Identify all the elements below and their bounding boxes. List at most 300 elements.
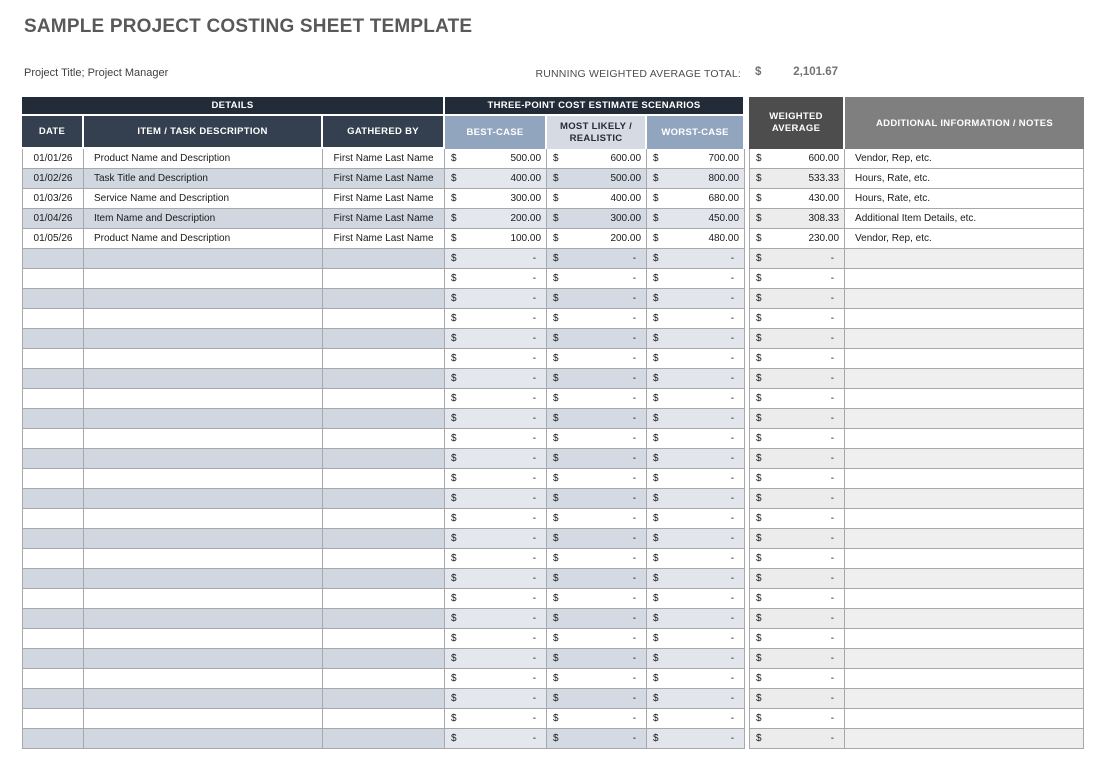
notes-cell[interactable] <box>845 509 1084 529</box>
item-cell[interactable]: Item Name and Description <box>84 209 323 229</box>
header-notes: ADDITIONAL INFORMATION / NOTES <box>845 97 1084 149</box>
worst-case-cell[interactable] <box>647 429 745 449</box>
notes-cell[interactable]: Additional Item Details, etc. <box>845 209 1084 229</box>
dollar-sign: $ <box>756 273 762 284</box>
worst-case-cell[interactable] <box>647 409 745 429</box>
gathered-by-cell[interactable] <box>323 289 445 309</box>
item-cell[interactable] <box>84 669 323 689</box>
amount: - <box>830 413 835 424</box>
amount: - <box>730 693 735 704</box>
item-cell[interactable] <box>84 409 323 429</box>
most-likely-cell[interactable] <box>547 209 647 229</box>
gathered-by-cell[interactable]: First Name Last Name <box>323 189 445 209</box>
weighted-average-cell[interactable] <box>749 689 845 709</box>
table-row <box>22 169 1084 189</box>
best-case-cell[interactable] <box>445 409 547 429</box>
weighted-average-cell[interactable] <box>749 549 845 569</box>
notes-cell[interactable] <box>845 429 1084 449</box>
gathered-by-cell[interactable] <box>323 609 445 629</box>
best-case-cell[interactable] <box>445 469 547 489</box>
date-cell[interactable] <box>22 529 84 549</box>
date-cell[interactable] <box>22 409 84 429</box>
most-likely-cell[interactable] <box>547 169 647 189</box>
gathered-by-cell[interactable] <box>323 729 445 749</box>
date-cell[interactable]: 01/03/26 <box>22 189 84 209</box>
worst-case-cell[interactable] <box>647 509 745 529</box>
worst-case-cell[interactable] <box>647 589 745 609</box>
weighted-average-cell[interactable] <box>749 289 845 309</box>
gathered-by-cell[interactable] <box>323 329 445 349</box>
most-likely-cell[interactable] <box>547 289 647 309</box>
most-likely-cell[interactable] <box>547 429 647 449</box>
date-cell[interactable] <box>22 509 84 529</box>
best-case-cell[interactable] <box>445 389 547 409</box>
gathered-by-cell[interactable] <box>323 309 445 329</box>
dollar-sign: $ <box>553 713 559 724</box>
item-cell[interactable] <box>84 729 323 749</box>
gathered-by-cell[interactable]: First Name Last Name <box>323 169 445 189</box>
item-cell[interactable] <box>84 509 323 529</box>
weighted-average-cell[interactable] <box>749 349 845 369</box>
gathered-by-cell[interactable] <box>323 689 445 709</box>
notes-cell[interactable] <box>845 329 1084 349</box>
item-cell[interactable] <box>84 589 323 609</box>
dollar-sign: $ <box>653 153 659 164</box>
table-row <box>22 709 1084 729</box>
worst-case-cell[interactable] <box>647 669 745 689</box>
most-likely-cell[interactable] <box>547 329 647 349</box>
date-cell[interactable] <box>22 469 84 489</box>
best-case-cell[interactable] <box>445 649 547 669</box>
most-likely-cell[interactable] <box>547 229 647 249</box>
notes-cell[interactable] <box>845 709 1084 729</box>
gathered-by-cell[interactable] <box>323 649 445 669</box>
dollar-sign: $ <box>553 513 559 524</box>
gathered-by-cell[interactable] <box>323 369 445 389</box>
item-cell[interactable]: Product Name and Description <box>84 229 323 249</box>
worst-case-cell[interactable] <box>647 729 745 749</box>
worst-case-cell[interactable] <box>647 469 745 489</box>
date-cell[interactable]: 01/01/26 <box>22 149 84 169</box>
date-cell[interactable] <box>22 689 84 709</box>
item-cell[interactable] <box>84 649 323 669</box>
running-total-value-cell[interactable] <box>745 66 842 78</box>
gathered-by-cell[interactable] <box>323 269 445 289</box>
weighted-average-cell[interactable] <box>749 249 845 269</box>
notes-cell[interactable] <box>845 389 1084 409</box>
date-cell[interactable] <box>22 649 84 669</box>
notes-cell[interactable] <box>845 649 1084 669</box>
best-case-cell[interactable] <box>445 609 547 629</box>
dollar-sign: $ <box>756 533 762 544</box>
best-case-cell[interactable] <box>445 489 547 509</box>
best-case-cell[interactable] <box>445 709 547 729</box>
best-case-cell[interactable] <box>445 589 547 609</box>
weighted-average-cell[interactable] <box>749 309 845 329</box>
dollar-sign: $ <box>653 313 659 324</box>
date-cell[interactable]: 01/05/26 <box>22 229 84 249</box>
worst-case-cell[interactable] <box>647 629 745 649</box>
notes-cell[interactable] <box>845 549 1084 569</box>
dollar-sign: $ <box>756 653 762 664</box>
most-likely-cell[interactable] <box>547 469 647 489</box>
amount: - <box>532 273 537 284</box>
dollar-sign: $ <box>451 153 457 164</box>
amount: - <box>730 553 735 564</box>
weighted-average-cell[interactable] <box>749 209 845 229</box>
amount: - <box>532 693 537 704</box>
amount: - <box>632 313 637 324</box>
notes-cell[interactable] <box>845 489 1084 509</box>
most-likely-cell[interactable] <box>547 189 647 209</box>
item-cell[interactable] <box>84 609 323 629</box>
worst-case-cell[interactable] <box>647 169 745 189</box>
most-likely-cell[interactable] <box>547 669 647 689</box>
dollar-sign: $ <box>553 673 559 684</box>
table-row <box>22 529 1084 549</box>
dollar-sign: $ <box>553 593 559 604</box>
best-case-cell[interactable] <box>445 429 547 449</box>
notes-cell[interactable]: Vendor, Rep, etc. <box>845 149 1084 169</box>
gathered-by-cell[interactable] <box>323 429 445 449</box>
table-row <box>22 429 1084 449</box>
worst-case-cell[interactable] <box>647 329 745 349</box>
date-cell[interactable] <box>22 429 84 449</box>
running-total-currency: $ <box>755 66 762 78</box>
gathered-by-cell[interactable] <box>323 569 445 589</box>
date-cell[interactable] <box>22 269 84 289</box>
weighted-average-cell[interactable] <box>749 609 845 629</box>
amount: - <box>632 373 637 384</box>
item-cell[interactable] <box>84 569 323 589</box>
amount: - <box>830 593 835 604</box>
column-header-most-likely: MOST LIKELY / REALISTIC <box>547 116 647 149</box>
weighted-average-cell[interactable] <box>749 729 845 749</box>
notes-cell[interactable] <box>845 589 1084 609</box>
gathered-by-cell[interactable] <box>323 489 445 509</box>
gathered-by-cell[interactable]: First Name Last Name <box>323 229 445 249</box>
most-likely-cell[interactable] <box>547 529 647 549</box>
notes-cell[interactable] <box>845 249 1084 269</box>
weighted-average-cell[interactable] <box>749 409 845 429</box>
most-likely-cell[interactable] <box>547 589 647 609</box>
weighted-average-cell[interactable] <box>749 449 845 469</box>
worst-case-cell[interactable] <box>647 349 745 369</box>
amount: 600.00 <box>610 153 642 164</box>
amount: 800.00 <box>708 173 740 184</box>
gathered-by-cell[interactable] <box>323 509 445 529</box>
date-cell[interactable] <box>22 709 84 729</box>
worst-case-cell[interactable] <box>647 209 745 229</box>
date-cell[interactable] <box>22 549 84 569</box>
date-cell[interactable] <box>22 389 84 409</box>
item-cell[interactable] <box>84 369 323 389</box>
most-likely-cell[interactable] <box>547 569 647 589</box>
amount: - <box>632 353 637 364</box>
date-cell[interactable]: 01/04/26 <box>22 209 84 229</box>
notes-cell[interactable] <box>845 409 1084 429</box>
item-cell[interactable]: Task Title and Description <box>84 169 323 189</box>
worst-case-cell[interactable] <box>647 289 745 309</box>
dollar-sign: $ <box>451 253 457 264</box>
gathered-by-cell[interactable] <box>323 549 445 569</box>
most-likely-cell[interactable] <box>547 489 647 509</box>
date-cell[interactable] <box>22 329 84 349</box>
weighted-average-cell[interactable] <box>749 429 845 449</box>
weighted-average-cell[interactable] <box>749 329 845 349</box>
column-header-gathered-by: GATHERED BY <box>323 116 445 149</box>
notes-cell[interactable] <box>845 449 1084 469</box>
best-case-cell[interactable] <box>445 349 547 369</box>
most-likely-cell[interactable] <box>547 729 647 749</box>
most-likely-cell[interactable] <box>547 629 647 649</box>
item-cell[interactable] <box>84 329 323 349</box>
notes-cell[interactable]: Vendor, Rep, etc. <box>845 229 1084 249</box>
worst-case-cell[interactable] <box>647 369 745 389</box>
notes-cell[interactable] <box>845 309 1084 329</box>
best-case-cell[interactable] <box>445 669 547 689</box>
most-likely-cell[interactable] <box>547 369 647 389</box>
worst-case-cell[interactable] <box>647 269 745 289</box>
worst-case-cell[interactable] <box>647 149 745 169</box>
best-case-cell[interactable] <box>445 209 547 229</box>
gathered-by-cell[interactable] <box>323 249 445 269</box>
notes-cell[interactable] <box>845 609 1084 629</box>
dollar-sign: $ <box>553 373 559 384</box>
best-case-cell[interactable] <box>445 229 547 249</box>
dollar-sign: $ <box>653 353 659 364</box>
gathered-by-cell[interactable] <box>323 409 445 429</box>
best-case-cell[interactable] <box>445 629 547 649</box>
item-cell[interactable]: Service Name and Description <box>84 189 323 209</box>
date-cell[interactable] <box>22 629 84 649</box>
gathered-by-cell[interactable] <box>323 589 445 609</box>
dollar-sign: $ <box>756 233 762 244</box>
best-case-cell[interactable] <box>445 329 547 349</box>
item-cell[interactable] <box>84 709 323 729</box>
item-cell[interactable] <box>84 529 323 549</box>
date-cell[interactable] <box>22 489 84 509</box>
best-case-cell[interactable] <box>445 449 547 469</box>
most-likely-cell[interactable] <box>547 649 647 669</box>
dollar-sign: $ <box>553 573 559 584</box>
amount: - <box>632 573 637 584</box>
worst-case-cell[interactable] <box>647 449 745 469</box>
best-case-cell[interactable] <box>445 689 547 709</box>
item-cell[interactable] <box>84 349 323 369</box>
date-cell[interactable]: 01/02/26 <box>22 169 84 189</box>
notes-cell[interactable] <box>845 629 1084 649</box>
worst-case-cell[interactable] <box>647 569 745 589</box>
item-cell[interactable] <box>84 429 323 449</box>
weighted-average-cell[interactable] <box>749 569 845 589</box>
date-cell[interactable] <box>22 309 84 329</box>
worst-case-cell[interactable] <box>647 389 745 409</box>
most-likely-cell[interactable] <box>547 709 647 729</box>
amount: - <box>830 293 835 304</box>
best-case-cell[interactable] <box>445 149 547 169</box>
most-likely-cell[interactable] <box>547 689 647 709</box>
weighted-average-cell[interactable] <box>749 269 845 289</box>
item-cell[interactable] <box>84 249 323 269</box>
weighted-average-cell[interactable] <box>749 669 845 689</box>
amount: - <box>730 733 735 744</box>
best-case-cell[interactable] <box>445 369 547 389</box>
worst-case-cell[interactable] <box>647 549 745 569</box>
dollar-sign: $ <box>451 533 457 544</box>
best-case-cell[interactable] <box>445 569 547 589</box>
dollar-sign: $ <box>553 293 559 304</box>
table-row <box>22 489 1084 509</box>
dollar-sign: $ <box>653 593 659 604</box>
notes-cell[interactable] <box>845 569 1084 589</box>
most-likely-cell[interactable] <box>547 549 647 569</box>
item-cell[interactable] <box>84 629 323 649</box>
dollar-sign: $ <box>451 553 457 564</box>
date-cell[interactable] <box>22 669 84 689</box>
gathered-by-cell[interactable] <box>323 469 445 489</box>
dollar-sign: $ <box>756 153 762 164</box>
weighted-average-cell[interactable] <box>749 149 845 169</box>
weighted-average-cell[interactable] <box>749 509 845 529</box>
most-likely-cell[interactable] <box>547 509 647 529</box>
gathered-by-cell[interactable] <box>323 389 445 409</box>
date-cell[interactable] <box>22 349 84 369</box>
date-cell[interactable] <box>22 369 84 389</box>
weighted-average-cell[interactable] <box>749 169 845 189</box>
worst-case-cell[interactable] <box>647 609 745 629</box>
date-cell[interactable] <box>22 449 84 469</box>
item-cell[interactable] <box>84 289 323 309</box>
most-likely-cell[interactable] <box>547 309 647 329</box>
most-likely-cell[interactable] <box>547 449 647 469</box>
weighted-average-cell[interactable] <box>749 469 845 489</box>
best-case-cell[interactable] <box>445 549 547 569</box>
amount: - <box>730 613 735 624</box>
weighted-average-cell[interactable] <box>749 229 845 249</box>
most-likely-cell[interactable] <box>547 409 647 429</box>
notes-cell[interactable] <box>845 529 1084 549</box>
best-case-cell[interactable] <box>445 309 547 329</box>
date-cell[interactable] <box>22 289 84 309</box>
amount: - <box>532 573 537 584</box>
item-cell[interactable]: Product Name and Description <box>84 149 323 169</box>
gathered-by-cell[interactable] <box>323 349 445 369</box>
date-cell[interactable] <box>22 729 84 749</box>
amount: - <box>830 353 835 364</box>
item-cell[interactable] <box>84 389 323 409</box>
date-cell[interactable] <box>22 569 84 589</box>
item-cell[interactable] <box>84 689 323 709</box>
best-case-cell[interactable] <box>445 249 547 269</box>
notes-cell[interactable] <box>845 689 1084 709</box>
worst-case-cell[interactable] <box>647 309 745 329</box>
item-cell[interactable] <box>84 469 323 489</box>
dollar-sign: $ <box>756 573 762 584</box>
gathered-by-cell[interactable] <box>323 529 445 549</box>
best-case-cell[interactable] <box>445 189 547 209</box>
item-cell[interactable] <box>84 489 323 509</box>
notes-cell[interactable] <box>845 729 1084 749</box>
item-cell[interactable] <box>84 549 323 569</box>
worst-case-cell[interactable] <box>647 709 745 729</box>
date-cell[interactable] <box>22 249 84 269</box>
worst-case-cell[interactable] <box>647 189 745 209</box>
notes-cell[interactable] <box>845 369 1084 389</box>
best-case-cell[interactable] <box>445 509 547 529</box>
amount: - <box>632 533 637 544</box>
dollar-sign: $ <box>553 413 559 424</box>
amount: - <box>632 733 637 744</box>
notes-cell[interactable] <box>845 349 1084 369</box>
notes-cell[interactable] <box>845 269 1084 289</box>
gathered-by-cell[interactable] <box>323 449 445 469</box>
worst-case-cell[interactable] <box>647 249 745 269</box>
most-likely-cell[interactable] <box>547 149 647 169</box>
date-cell[interactable] <box>22 589 84 609</box>
worst-case-cell[interactable] <box>647 689 745 709</box>
best-case-cell[interactable] <box>445 529 547 549</box>
weighted-average-cell[interactable] <box>749 489 845 509</box>
notes-cell[interactable]: Hours, Rate, etc. <box>845 169 1084 189</box>
table-row <box>22 469 1084 489</box>
most-likely-cell[interactable] <box>547 389 647 409</box>
most-likely-cell[interactable] <box>547 609 647 629</box>
amount: 308.33 <box>808 213 840 224</box>
item-cell[interactable] <box>84 449 323 469</box>
date-cell[interactable] <box>22 609 84 629</box>
weighted-average-cell[interactable] <box>749 369 845 389</box>
worst-case-cell[interactable] <box>647 529 745 549</box>
weighted-average-cell[interactable] <box>749 529 845 549</box>
gathered-by-cell[interactable] <box>323 669 445 689</box>
best-case-cell[interactable] <box>445 729 547 749</box>
best-case-cell[interactable] <box>445 169 547 189</box>
gathered-by-cell[interactable]: First Name Last Name <box>323 209 445 229</box>
weighted-average-cell[interactable] <box>749 629 845 649</box>
item-cell[interactable] <box>84 269 323 289</box>
weighted-average-cell[interactable] <box>749 389 845 409</box>
gathered-by-cell[interactable] <box>323 709 445 729</box>
amount: - <box>632 433 637 444</box>
dollar-sign: $ <box>553 693 559 704</box>
weighted-average-cell[interactable] <box>749 189 845 209</box>
amount: - <box>532 333 537 344</box>
weighted-average-cell[interactable] <box>749 709 845 729</box>
notes-cell[interactable] <box>845 669 1084 689</box>
weighted-average-cell[interactable] <box>749 589 845 609</box>
weighted-average-cell[interactable] <box>749 649 845 669</box>
best-case-cell[interactable] <box>445 269 547 289</box>
worst-case-cell[interactable] <box>647 489 745 509</box>
worst-case-cell[interactable] <box>647 229 745 249</box>
worst-case-cell[interactable] <box>647 649 745 669</box>
item-cell[interactable] <box>84 309 323 329</box>
notes-cell[interactable]: Hours, Rate, etc. <box>845 189 1084 209</box>
column-header-date: DATE <box>22 116 84 149</box>
best-case-cell[interactable] <box>445 289 547 309</box>
gathered-by-cell[interactable] <box>323 629 445 649</box>
most-likely-cell[interactable] <box>547 249 647 269</box>
notes-cell[interactable] <box>845 469 1084 489</box>
amount: - <box>830 553 835 564</box>
gathered-by-cell[interactable]: First Name Last Name <box>323 149 445 169</box>
notes-cell[interactable] <box>845 289 1084 309</box>
amount: - <box>730 333 735 344</box>
dollar-sign: $ <box>553 553 559 564</box>
most-likely-cell[interactable] <box>547 269 647 289</box>
most-likely-cell[interactable] <box>547 349 647 369</box>
